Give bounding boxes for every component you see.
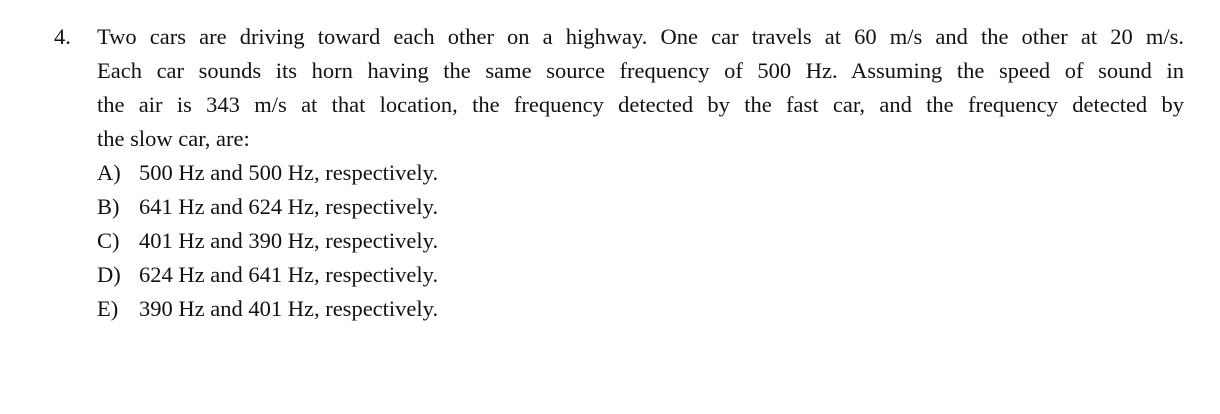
choice-text: 500 Hz and 500 Hz, respectively. [139,160,439,185]
question-block [54,20,1184,326]
question-stem-line: the slow car, are: [97,126,250,151]
answer-choice-b [97,190,1184,224]
choice-text: 624 Hz and 641 Hz, respectively. [139,262,439,287]
choice-letter: C) [97,228,120,253]
answer-choices [97,156,1184,326]
question-stem-line: the air is 343 m/s at that location, the frequency detected by the fast car, and the frequency detected by [97,92,1184,117]
choice-letter: D) [97,262,121,287]
choice-letter: B) [97,194,120,219]
choice-text: 390 Hz and 401 Hz, respectively. [139,296,439,321]
question-stem-line: Each car sounds its horn having the same source frequency of 500 Hz. Assuming the speed of sound in [97,58,1184,83]
answer-choice-e [97,292,1184,326]
choice-letter: A) [97,160,121,185]
question-row [54,20,1184,326]
question-number: 4. [54,24,71,49]
question-body [97,20,1184,326]
choice-text: 401 Hz and 390 Hz, respectively. [139,228,439,253]
choice-letter: E) [97,296,119,321]
answer-choice-c [97,224,1184,258]
question-stem-line: Two cars are driving toward each other on a highway. One car travels at 60 m/s and the other at 20 m/s. [97,24,1184,49]
answer-choice-d [97,258,1184,292]
answer-choice-a [97,156,1184,190]
choice-text: 641 Hz and 624 Hz, respectively. [139,194,439,219]
